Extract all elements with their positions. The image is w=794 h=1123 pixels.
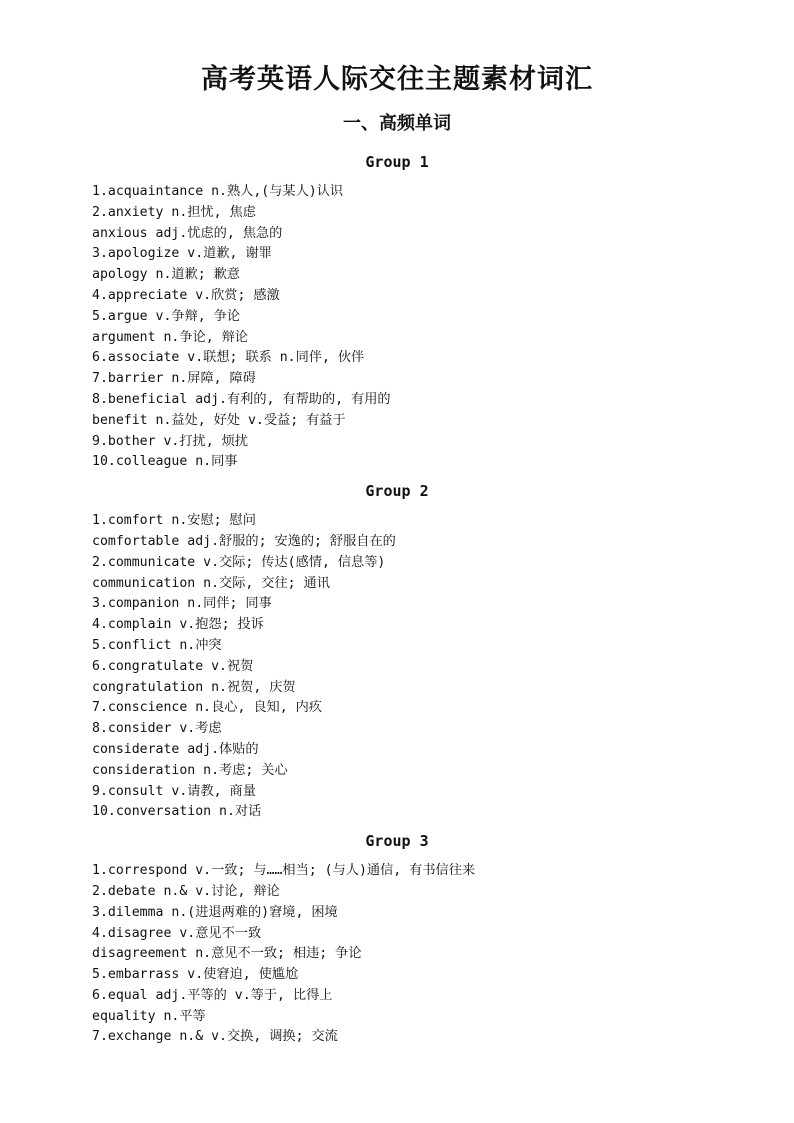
vocab-entry: equality n.平等 — [92, 1008, 206, 1024]
vocabulary-group-2 — [92, 479, 732, 823]
vocab-entry: consideration n.考虑; 关心 — [92, 762, 288, 778]
vocab-entry: argument n.争论, 辩论 — [92, 329, 248, 345]
vocab-entry: 2.debate n.& v.讨论, 辩论 — [92, 883, 280, 899]
vocab-entry: 1.acquaintance n.熟人,(与某人)认识 — [92, 184, 344, 199]
vocab-entry: 9.consult v.请教, 商量 — [92, 783, 256, 799]
vocab-entry: 2.anxiety n.担忧, 焦虑 — [92, 204, 256, 220]
group-title: Group 2 — [365, 482, 429, 501]
vocab-entry: communication n.交际, 交往; 通讯 — [92, 575, 330, 591]
section-title: 一、高频单词 — [343, 113, 451, 134]
vocab-entry: benefit n.益处, 好处 v.受益; 有益于 — [92, 412, 346, 428]
vocab-entry: 6.equal adj.平等的 v.等于, 比得上 — [92, 987, 333, 1003]
vocabulary-group-1 — [92, 150, 732, 473]
vocab-entry: 2.communicate v.交际; 传达(感情, 信息等) — [92, 554, 386, 570]
vocab-entry: 5.argue v.争辩, 争论 — [92, 308, 241, 324]
vocab-entry: 8.beneficial adj.有利的, 有帮助的, 有用的 — [92, 391, 391, 407]
vocab-entry: 7.conscience n.良心, 良知, 内疚 — [92, 700, 322, 716]
vocab-entry: 3.apologize v.道歉, 谢罪 — [92, 246, 272, 262]
document-title: 高考英语人际交往主题素材词汇 — [201, 64, 593, 95]
vocab-entry: anxious adj.忧虑的, 焦急的 — [92, 225, 283, 241]
vocab-entry: apology n.道歉; 歉意 — [92, 267, 241, 283]
vocab-entry: 6.associate v.联想; 联系 n.同伴, 伙伴 — [92, 350, 365, 366]
vocab-entry: considerate adj.体贴的 — [92, 741, 259, 757]
vocab-entry: 6.congratulate v.祝贺 — [92, 658, 254, 674]
vocab-entry: 1.comfort n.安慰; 慰问 — [92, 513, 256, 529]
vocabulary-groups — [92, 150, 732, 1054]
vocab-entry: 5.embarrass v.使窘迫, 使尴尬 — [92, 967, 299, 983]
vocab-entry: disagreement n.意见不一致; 相违; 争论 — [92, 946, 362, 962]
vocab-entry: 4.complain v.抱怨; 投诉 — [92, 617, 264, 633]
group-title: Group 3 — [365, 832, 429, 851]
vocab-entry: comfortable adj.舒服的; 安逸的; 舒服自在的 — [92, 533, 396, 549]
vocab-entry: 1.correspond v.一致; 与……相当; (与人)通信, 有书信往来 — [92, 863, 476, 879]
vocab-entry: congratulation n.祝贺, 庆贺 — [92, 679, 296, 695]
vocab-entry: 4.disagree v.意见不一致 — [92, 925, 262, 941]
vocabulary-group-3 — [92, 829, 732, 1048]
vocab-entry: 3.companion n.同伴; 同事 — [92, 596, 272, 612]
vocab-entry: 3.dilemma n.(进退两难的)窘境, 困境 — [92, 904, 338, 920]
group-title: Group 1 — [365, 153, 429, 171]
vocab-entry: 10.colleague n.同事 — [92, 454, 238, 470]
vocab-entry: 5.conflict n.冲突 — [92, 637, 222, 653]
vocab-entry: 9.bother v.打扰, 烦扰 — [92, 433, 248, 449]
vocab-entry: 7.exchange n.& v.交换, 调换; 交流 — [92, 1029, 338, 1045]
vocab-entry: 4.appreciate v.欣赏; 感激 — [92, 287, 280, 303]
vocab-entry: 8.consider v.考虑 — [92, 721, 222, 737]
vocab-entry: 10.conversation n.对话 — [92, 804, 262, 820]
vocab-entry: 7.barrier n.屏障, 障碍 — [92, 371, 256, 387]
